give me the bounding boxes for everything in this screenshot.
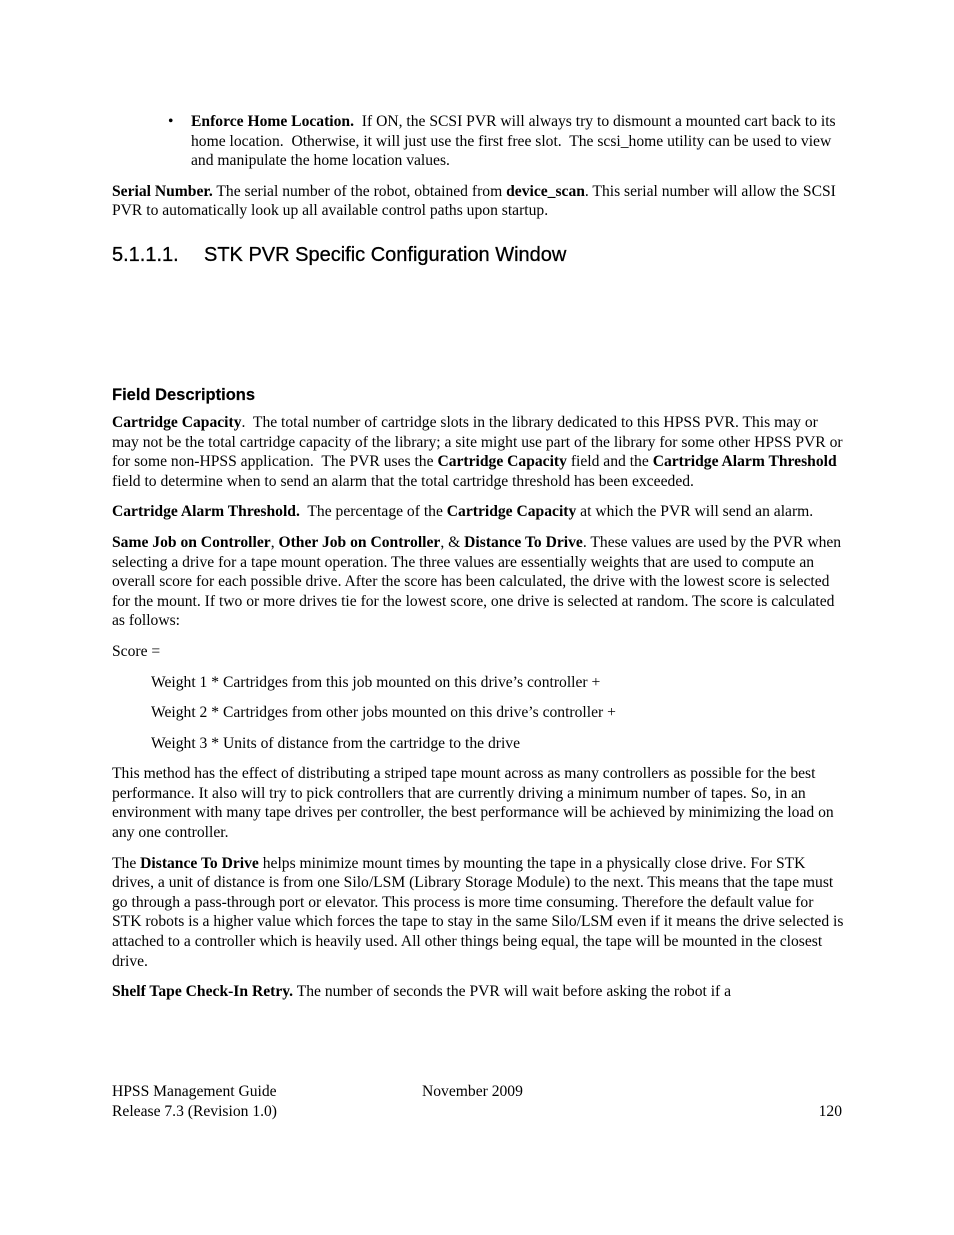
field-descriptions-heading: Field Descriptions xyxy=(112,385,256,404)
score-weight-3: Weight 3 * Units of distance from the cartridge to the drive xyxy=(151,734,520,752)
weights-text: . These values are used by the PVR when selecting a drive for a tape mount operation. The three values are essentially weights that are used to compute an overall score for each possible drive. After the score has been calculated, the drive with the lowest score is selected for the mount. If two or more drives tie for the lowest score, one drive is selected at random. The score is calculated as follows: xyxy=(112,533,842,630)
method-paragraph: This method has the effect of distributing a striped tape mount across as many controllers as possible for the best performance. It also will try to pick controllers that are currently driving a minimum number of tapes. So, in an environment with many tape drives per controller, the best performance will be achieved by minimizing the load on any one controller. xyxy=(112,765,834,842)
footer-date: November 2009 xyxy=(422,1083,523,1100)
score-weight-1: Weight 1 * Cartridges from this job mounted on this drive’s controller + xyxy=(151,673,601,691)
enforce-home-text: If ON, the SCSI PVR will always try to dismount a mounted cart back to its home location. Otherwise, it will just use the first free slot. The scsi_home utility can be used to view and manipulate the home location values. xyxy=(191,113,840,170)
shelf-tape-text: The number of seconds the PVR will wait before asking the robot if a xyxy=(293,983,732,1001)
serial-text-2: . This serial number will allow the SCSI PVR to automatically look up all available control paths upon startup. xyxy=(112,182,836,220)
separator-1: , xyxy=(270,533,279,551)
term-shelf-tape: Shelf Tape Check-In Retry. xyxy=(112,983,294,1001)
footer-page-number: 120 xyxy=(818,1103,842,1120)
distance-text-1: helps minimize mount times by mounting the tape in a physically close drive. For STK drives, a unit of distance is from one Silo/LSM (Library Storage Module) to the next. This means that the tape must go through a pass-through port or elevator. This process is more time consuming. Therefore the default value for STK robots is a higher value which forces the tape to stay in the same Silo/LSM even if it means the drive selected is attached to a controller which is heavily used. All other things being equal, the tape will be mounted in the closest drive. xyxy=(112,854,844,970)
cart-capacity-text-3: field to determine when to send an alarm that the total cartridge threshold has been exceeded. xyxy=(112,472,694,490)
term-distance-to-drive: Distance To Drive xyxy=(464,533,583,551)
alarm-threshold-text-2: at which the PVR will send an alarm. xyxy=(576,503,814,521)
section-title: STK PVR Specific Configuration Window xyxy=(204,243,567,266)
term-distance-ref: Distance To Drive xyxy=(140,854,259,872)
distance-paragraph xyxy=(112,854,844,972)
score-label: Score = xyxy=(112,642,161,660)
separator-2: , & xyxy=(440,533,465,551)
section-number: 5.1.1.1. xyxy=(112,243,179,266)
distance-text-0: The xyxy=(112,854,141,872)
page-footer xyxy=(112,1082,842,1122)
cart-capacity-text-2: field and the xyxy=(566,453,653,471)
weights-paragraph xyxy=(112,533,844,631)
document-body xyxy=(112,112,847,1013)
term-serial-number: Serial Number. xyxy=(112,182,213,200)
cart-capacity-text-1: . The total number of cartridge slots in the library dedicated to this HPSS PVR. This may or may not be the total cartridge capacity of the library; a site might use part of the library for some other HPSS PVR or for some non-HPSS application. The PVR uses the xyxy=(112,413,847,471)
alarm-threshold-paragraph xyxy=(112,502,844,522)
command-device-scan: device_scan xyxy=(506,182,585,200)
bullet-icon: • xyxy=(168,113,174,130)
term-enforce-home: Enforce Home Location. xyxy=(191,113,354,130)
figure-placeholder xyxy=(112,267,844,385)
term-alarm-threshold: Cartridge Alarm Threshold. xyxy=(112,503,300,521)
alarm-threshold-ref: Cartridge Capacity xyxy=(446,503,577,521)
term-other-job: Other Job on Controller xyxy=(278,533,441,551)
cart-capacity-ref-2: Cartridge Alarm Threshold xyxy=(652,453,837,471)
list-item-enforce-home xyxy=(112,112,844,171)
bullet-list xyxy=(112,112,844,171)
term-same-job: Same Job on Controller xyxy=(112,533,271,551)
cart-capacity-ref-1: Cartridge Capacity xyxy=(437,453,567,471)
score-weight-2: Weight 2 * Cartridges from other jobs mounted on this drive’s controller + xyxy=(151,704,616,722)
serial-number-paragraph xyxy=(112,182,844,221)
shelf-tape-paragraph xyxy=(112,982,844,1002)
term-cartridge-capacity: Cartridge Capacity xyxy=(112,413,242,431)
serial-text-1: The serial number of the robot, obtained from xyxy=(212,182,507,200)
alarm-threshold-text-1: The percentage of the xyxy=(299,503,447,521)
footer-release: Release 7.3 (Revision 1.0) xyxy=(112,1103,277,1120)
footer-guide-title: HPSS Management Guide xyxy=(112,1083,277,1100)
cartridge-capacity-paragraph xyxy=(112,413,847,491)
section-heading xyxy=(112,243,844,267)
